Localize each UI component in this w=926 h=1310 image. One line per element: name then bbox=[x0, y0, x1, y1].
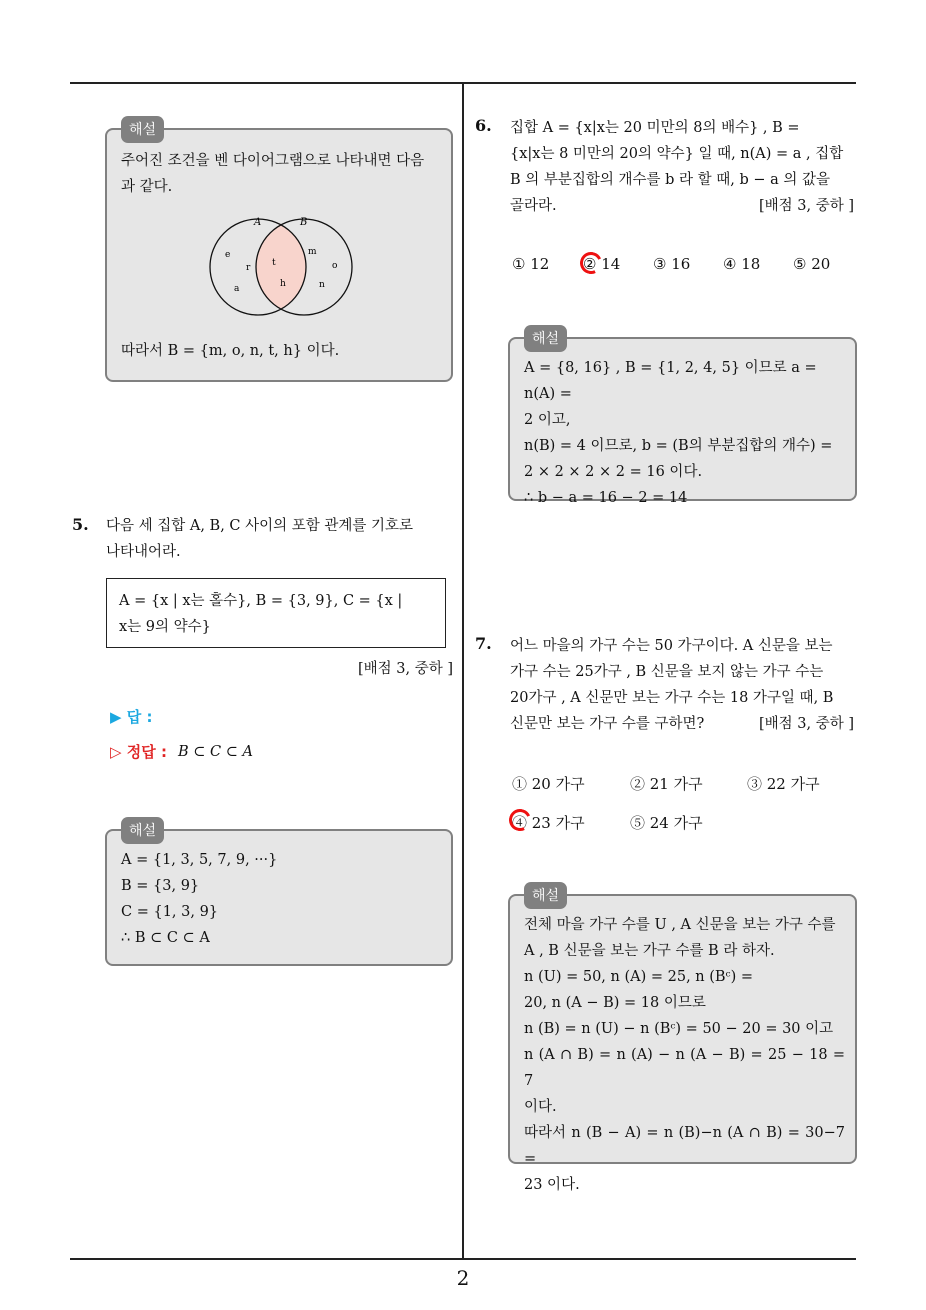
question-number: 5. bbox=[72, 515, 89, 534]
explanation-line: A = {8, 16} , B = {1, 2, 4, 5} 이므로 a = n(A) = bbox=[524, 360, 817, 402]
question-line: 신문만 보는 가구 수를 구하면? bbox=[510, 716, 705, 732]
choice-2[interactable]: ② 14 bbox=[583, 255, 621, 273]
venn-element: t bbox=[272, 258, 276, 268]
explanation-line: B = {3, 9} bbox=[121, 878, 200, 894]
question-text bbox=[510, 633, 858, 737]
venn-element: r bbox=[246, 263, 251, 273]
choice-2[interactable]: ② 21 가구 bbox=[630, 775, 703, 793]
explanation-line: ∴ b − a = 16 − 2 = 14 bbox=[524, 490, 688, 506]
explanation-line: 따라서 n (B − A) = n (B)−n (A ∩ B) = 30−7 = bbox=[524, 1125, 845, 1167]
explanation-line: C = {1, 3, 9} bbox=[121, 904, 219, 920]
q7-explanation-box bbox=[508, 888, 857, 1193]
choice-4[interactable]: ④ 18 bbox=[723, 255, 761, 273]
explanation-line: 이다. bbox=[524, 1099, 557, 1115]
explanation-line: n (U) = 50, n (A) = 25, n (Bᶜ) = bbox=[524, 969, 753, 985]
explanation-line: 20, n (A − B) = 18 이므로 bbox=[524, 995, 706, 1011]
explanation-conclusion: 따라서 B = {m, o, n, t, h} 이다. bbox=[121, 343, 340, 359]
q4-explanation-box bbox=[105, 122, 453, 382]
venn-element: h bbox=[280, 279, 286, 289]
bottom-rule bbox=[70, 1258, 856, 1260]
explanation-line: n(B) = 4 이므로, b = (B의 부분집합의 개수) = bbox=[524, 438, 833, 454]
condition-line: A = {x | x는 홀수}, B = {3, 9}, C = {x | bbox=[119, 593, 403, 609]
choice-1[interactable]: ① 12 bbox=[512, 255, 550, 273]
choice-5[interactable]: ⑤ 24 가구 bbox=[630, 814, 703, 832]
score-label: [배점 3, 중하 ] bbox=[357, 661, 453, 677]
question-line: 20가구 , A 신문만 보는 가구 수는 18 가구일 때, B bbox=[510, 690, 834, 706]
venn-label-b: B bbox=[300, 217, 308, 228]
question-line: B 의 부분집합의 개수를 b 라 할 때, b − a 의 값을 bbox=[510, 172, 831, 188]
explanation-line: 2 이고, bbox=[524, 412, 571, 428]
venn-element: o bbox=[332, 261, 338, 271]
venn-element: e bbox=[225, 250, 231, 260]
venn-element: a bbox=[234, 284, 240, 294]
explanation-line: n (B) = n (U) − n (Bᶜ) = 50 − 20 = 30 이고 bbox=[524, 1021, 834, 1037]
question-line: 집합 A = {x|x는 20 미만의 8의 배수} , B = bbox=[510, 120, 800, 136]
column-divider bbox=[462, 83, 464, 1259]
question-text bbox=[106, 513, 454, 565]
explanation-tag: 해설 bbox=[524, 882, 567, 909]
choice-3[interactable]: ③ 16 bbox=[653, 255, 691, 273]
explanation-line: n (A ∩ B) = n (A) − n (A − B) = 25 − 18 = 7 bbox=[524, 1047, 845, 1089]
question-line: 어느 마을의 가구 수는 50 가구이다. A 신문을 보는 bbox=[510, 638, 833, 654]
explanation-line: 전체 마을 가구 수를 U , A 신문을 보는 가구 수를 bbox=[524, 917, 836, 933]
question-number: 6. bbox=[475, 116, 492, 135]
page-number: 2 bbox=[456, 1266, 470, 1290]
score-label: [배점 3, 중하 ] bbox=[758, 198, 854, 214]
choice-1[interactable]: ① 20 가구 bbox=[512, 775, 585, 793]
explanation-line: 주어진 조건을 벤 다이어그램으로 나타내면 다음 bbox=[121, 153, 425, 169]
question-line: 골라라. bbox=[510, 198, 557, 214]
choice-4[interactable]: ④ 23 가구 bbox=[512, 814, 585, 832]
venn-element: n bbox=[319, 280, 325, 290]
explanation-tag: 해설 bbox=[121, 817, 164, 844]
score-label: [배점 3, 중하 ] bbox=[758, 716, 854, 732]
question-text bbox=[510, 115, 858, 219]
explanation-line: 2 × 2 × 2 × 2 = 16 이다. bbox=[524, 464, 703, 480]
question-line: 다음 세 집합 A, B, C 사이의 포함 관계를 기호로 bbox=[106, 518, 414, 534]
q5-explanation-box bbox=[105, 823, 453, 966]
condition-box bbox=[106, 578, 446, 648]
explanation-line: 과 같다. bbox=[121, 179, 173, 195]
q6-explanation-box bbox=[508, 331, 857, 506]
correct-answer-value: B ⊂ C ⊂ A bbox=[178, 744, 253, 760]
venn-element: m bbox=[308, 247, 317, 257]
condition-line: x는 9의 약수} bbox=[119, 619, 211, 635]
choice-5[interactable]: ⑤ 20 bbox=[793, 255, 831, 273]
choice-3[interactable]: ③ 22 가구 bbox=[747, 775, 820, 793]
explanation-tag: 해설 bbox=[121, 116, 164, 143]
explanation-tag: 해설 bbox=[524, 325, 567, 352]
question-line: {x|x는 8 미만의 20의 약수} 일 때, n(A) = a , 집합 bbox=[510, 146, 844, 162]
question-number: 7. bbox=[475, 634, 492, 653]
explanation-line: ∴ B ⊂ C ⊂ A bbox=[121, 930, 210, 946]
question-line: 가구 수는 25가구 , B 신문을 보지 않는 가구 수는 bbox=[510, 664, 824, 680]
explanation-line: 23 이다. bbox=[524, 1177, 580, 1193]
venn-label-a: A bbox=[254, 217, 262, 228]
question-line: 나타내어라. bbox=[106, 544, 181, 560]
explanation-line: A , B 신문을 보는 가구 수를 B 라 하자. bbox=[524, 943, 775, 959]
answer-label: ▶ 답 : bbox=[110, 708, 153, 726]
explanation-line: A = {1, 3, 5, 7, 9, ···} bbox=[121, 852, 278, 868]
correct-answer-label: ▷ 정답 : bbox=[110, 743, 167, 761]
venn-diagram bbox=[202, 212, 362, 320]
